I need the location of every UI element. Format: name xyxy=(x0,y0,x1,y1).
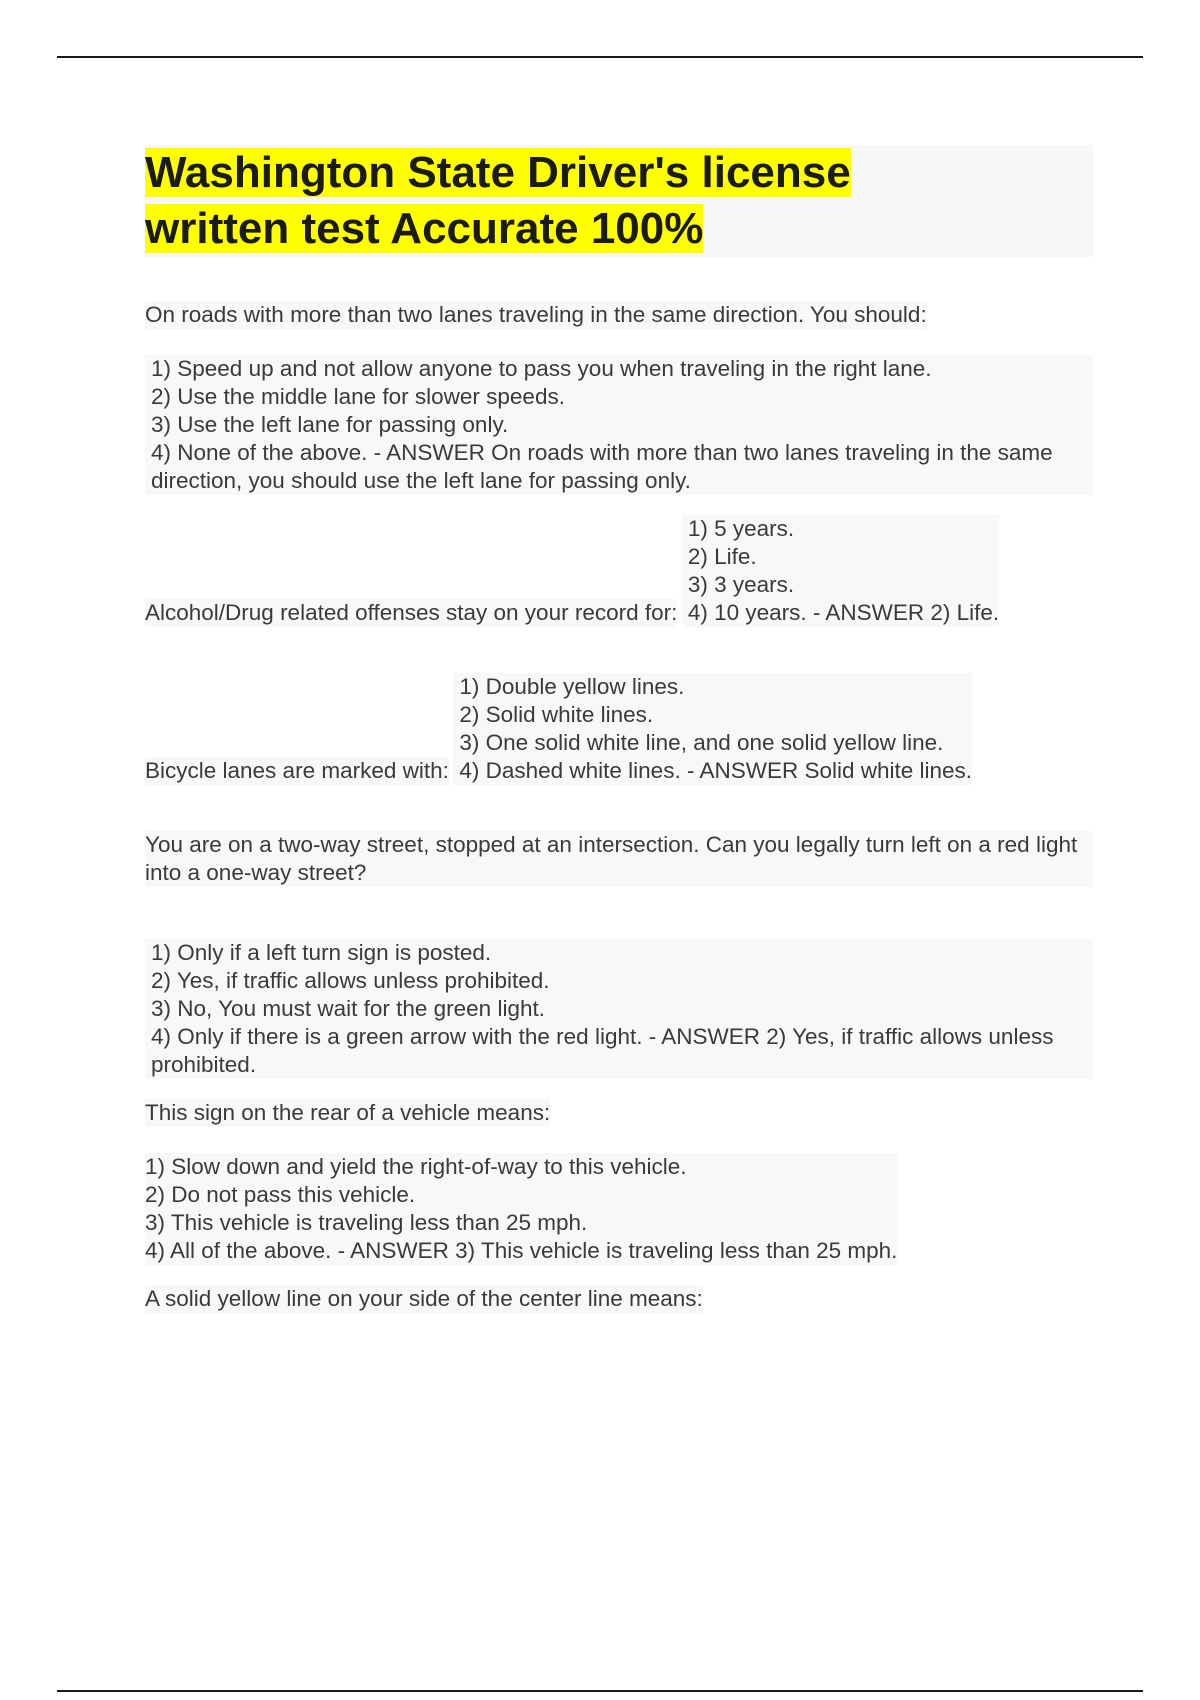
question-text: Bicycle lanes are marked with: xyxy=(145,758,449,783)
option-2: 2) Life. xyxy=(687,544,757,569)
option-4-answer: 4) All of the above. - ANSWER 3) This vehicle is traveling less than 25 mph. xyxy=(145,1238,898,1263)
option-2: 2) Solid white lines. xyxy=(459,702,654,727)
question-block-6 xyxy=(145,1285,1093,1339)
option-1: 1) Double yellow lines. xyxy=(459,674,685,699)
option-4-answer: 4) None of the above. - ANSWER On roads with more than two lanes traveling in the same direction, you should use the left lane for passing only. xyxy=(151,440,1053,493)
option-2: 2) Yes, if traffic allows unless prohibited. xyxy=(151,968,550,993)
options-list xyxy=(145,1153,897,1265)
option-3: 3) One solid white line, and one solid yellow line. xyxy=(459,730,944,755)
option-1: 1) Only if a left turn sign is posted. xyxy=(151,940,492,965)
top-rule xyxy=(57,56,1143,58)
option-1: 1) 5 years. xyxy=(687,516,795,541)
options-list xyxy=(682,515,999,627)
question-block-2 xyxy=(145,515,1093,653)
option-4-answer: 4) Dashed white lines. - ANSWER Solid white lines. xyxy=(459,758,973,783)
options-list xyxy=(145,939,1093,1079)
option-3: 3) This vehicle is traveling less than 25 mph. xyxy=(145,1210,588,1235)
option-1: 1) Speed up and not allow anyone to pass you when traveling in the right lane. xyxy=(151,356,932,381)
option-4-answer: 4) 10 years. - ANSWER 2) Life. xyxy=(687,600,1000,625)
document-title xyxy=(145,145,1093,257)
title-line-1: Washington State Driver's license xyxy=(145,148,851,197)
question-block-5 xyxy=(145,1099,1093,1265)
question-text: You are on a two-way street, stopped at an intersection. Can you legally turn left on a red light into a one-way street? xyxy=(145,831,1093,887)
option-3: 3) No, You must wait for the green light. xyxy=(151,996,545,1021)
option-2: 2) Do not pass this vehicle. xyxy=(145,1182,416,1207)
question-text: Alcohol/Drug related offenses stay on your record for: xyxy=(145,600,678,625)
options-list xyxy=(145,355,1093,495)
question-text: On roads with more than two lanes traveling in the same direction. You should: xyxy=(145,302,927,327)
title-block xyxy=(145,145,1093,257)
option-1: 1) Slow down and yield the right-of-way to this vehicle. xyxy=(145,1154,687,1179)
option-2: 2) Use the middle lane for slower speeds. xyxy=(151,384,565,409)
question-block-3 xyxy=(145,673,1093,811)
title-line-2: written test Accurate 100% xyxy=(145,204,704,253)
option-4-answer: 4) Only if there is a green arrow with the red light. - ANSWER 2) Yes, if traffic allows unless prohibited. xyxy=(151,1024,1054,1077)
document-body xyxy=(145,145,1093,1359)
options-list xyxy=(453,673,972,785)
question-text: A solid yellow line on your side of the center line means: xyxy=(145,1286,703,1311)
bottom-rule xyxy=(57,1690,1143,1692)
option-3: 3) 3 years. xyxy=(687,572,795,597)
question-block-4 xyxy=(145,831,1093,1079)
question-block-1 xyxy=(145,301,1093,495)
option-3: 3) Use the left lane for passing only. xyxy=(151,412,509,437)
question-text: This sign on the rear of a vehicle means: xyxy=(145,1100,551,1125)
